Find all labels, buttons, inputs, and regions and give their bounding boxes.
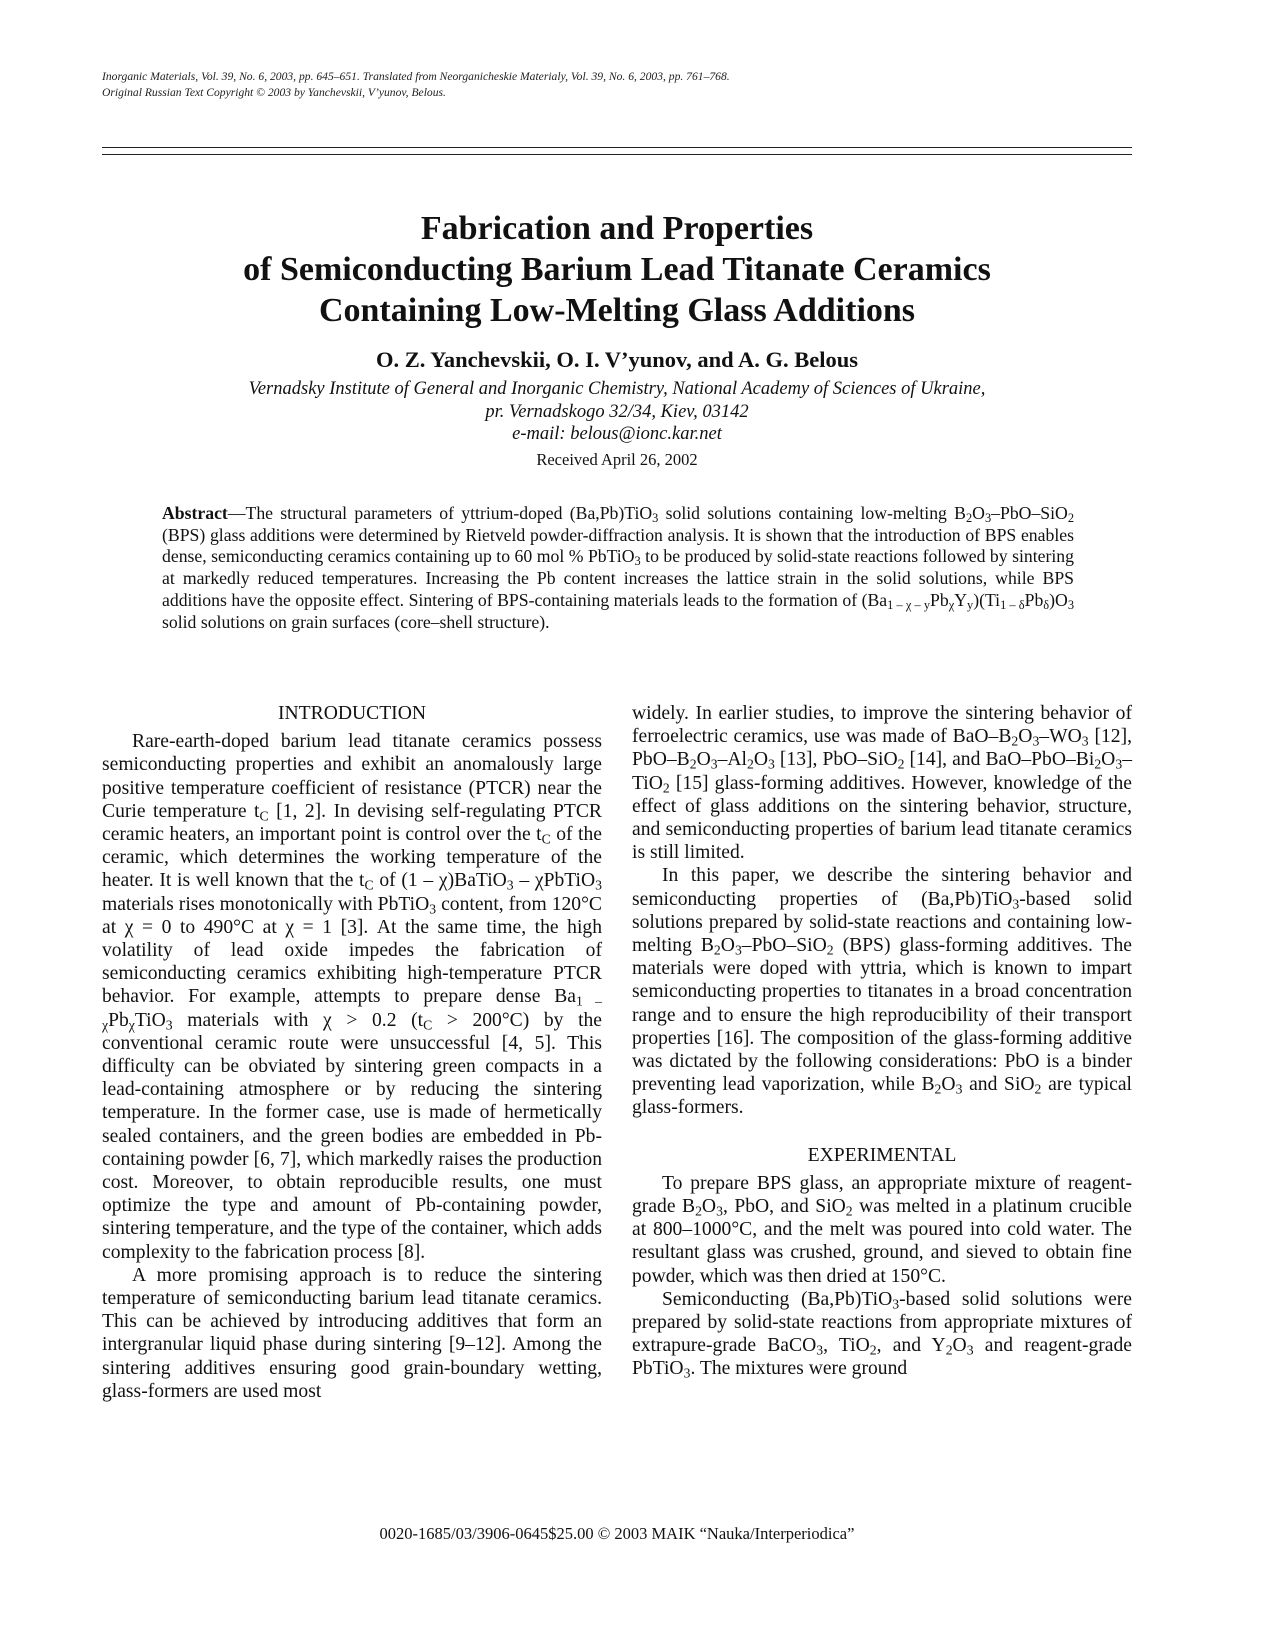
paragraph-text: TiO: [134, 1009, 166, 1031]
paragraph-text: O: [1018, 726, 1033, 748]
paragraph-text: -based solid solutions were prepared by solid-state reactions from appropriate mixtures of extrapure-grade BaCO: [632, 1288, 1132, 1357]
intro-paragraph-3: [632, 864, 1132, 1119]
paragraph-text: –PbO–SiO: [741, 935, 827, 957]
subscript: 2: [1094, 756, 1102, 772]
subscript: 3: [165, 1017, 173, 1033]
paragraph-text: – χPbTiO: [513, 870, 596, 892]
subscript: 3: [429, 901, 437, 917]
subscript: 3: [816, 1342, 824, 1358]
subscript: 3: [652, 511, 659, 526]
subscript: 2: [845, 1203, 853, 1219]
subscript: 2: [826, 942, 834, 958]
subscript: 2: [1067, 511, 1074, 526]
intro-paragraph-2: A more promising approach is to reduce the sintering temperature of semiconducting barium lead titanate ceramics. This can be achieved by introducing additives that form an intergranular liquid phase during sintering [9–12]. Among the sintering additives ensuring good grain-boundary wetting, glass-formers are used most: [102, 1264, 602, 1402]
paragraph-text: and SiO: [962, 1074, 1035, 1096]
paragraph-text: O: [952, 1335, 967, 1357]
header-rule-bottom: [102, 154, 1132, 155]
paragraph-text: materials with χ > 0.2 (t: [172, 1009, 424, 1031]
paragraph-text: of the ceramic, which determines the working temperature of the heater. It is well known that the t: [102, 824, 602, 892]
paragraph-text: content, from 120°C at χ = 0 to 490°C at χ = 1 [3]. At the same time, the high volatility of lead oxide impedes the fabrication of semiconducting ceramics exhibiting high-temperature PTCR behavior. For example, attempts to prepare dense Ba: [102, 893, 602, 1008]
abstract-text: Y: [954, 589, 967, 610]
paragraph-text: –TiO: [632, 749, 1132, 794]
title-line-1: Fabrication and Properties: [420, 210, 814, 247]
experimental-paragraph-2: [632, 1288, 1132, 1381]
subscript: 1 – χ: [102, 993, 602, 1033]
subscript: 3: [1067, 597, 1074, 612]
subscript: 3: [984, 511, 992, 526]
subscript: 2: [897, 756, 905, 772]
subscript: C: [364, 877, 374, 893]
paragraph-text: –Al: [717, 749, 747, 771]
paragraph-text: (BPS) glass-forming additives. The materials were doped with yttria, which is known to impart semiconducting properties to titanates in a broad concentration range and to ensure the high reproducibility of their transport properties [16]. The composition of the glass-forming additive was dictated by the following considerations: PbO is a binder preventing lead vaporization, while B: [632, 935, 1132, 1096]
experimental-paragraph-1: [632, 1172, 1132, 1288]
subscript: 3: [768, 756, 775, 772]
subscript: 2: [695, 1203, 702, 1219]
paragraph-text: –WO: [1039, 726, 1082, 748]
subscript: 2: [965, 511, 973, 526]
paragraph-text: , and Y: [876, 1335, 946, 1357]
intro-paragraph-1: [102, 730, 602, 1264]
subscript: 3: [1081, 733, 1089, 749]
subscript: 1 – χ – y: [887, 597, 931, 612]
paragraph-text: [13], PbO–SiO: [774, 749, 898, 771]
affiliation-institute: Vernadsky Institute of General and Inorganic Chemistry, National Academy of Sciences of Ukraine,: [248, 379, 986, 399]
abstract-text: )O: [1049, 589, 1068, 610]
header-rule-top: [102, 147, 1132, 148]
subscript: 3: [595, 877, 602, 893]
paragraph-text: and reagent-grade PbTiO: [632, 1335, 1132, 1380]
abstract-text: solid solutions on grain surfaces (core–shell structure).: [162, 611, 550, 632]
affiliation-address: pr. Vernadskogo 32/34, Kiev, 03142: [485, 401, 749, 422]
paragraph-text: was melted in a platinum crucible at 800–1000°C, and the melt was poured into cold water. The resultant glass was crushed, ground, and sieved to obtain fine powder, which was then dried at 150°C.: [632, 1196, 1132, 1287]
paragraph-text: . The mixtures were ground: [690, 1358, 908, 1380]
subscript: y: [967, 597, 974, 612]
abstract-text: Pb: [1024, 589, 1044, 610]
paragraph-text: , TiO: [823, 1335, 870, 1357]
subscript: 2: [934, 1081, 942, 1097]
journal-header: [102, 69, 1132, 100]
abstract-text: O: [972, 503, 985, 523]
paragraph-text: -based solid solutions prepared by solid-state reactions and containing low-melting B: [632, 888, 1132, 957]
received-date: Received April 26, 2002: [536, 450, 698, 469]
subscript: C: [259, 808, 269, 824]
subscript: 3: [1115, 756, 1123, 772]
paragraph-text: [15] glass-forming additives. However, knowledge of the effect of glass additions on the sintering behavior, structure, and semiconducting properties of barium lead titanate ceramics is still limited.: [632, 772, 1132, 864]
abstract-text: to be produced by solid-state reactions followed by sintering at markedly reduced temperatures. Increasing the Pb content increases the lattice strain in the solid solutions, while BPS additions have the opposite effect. Sintering of BPS-containing materials leads to the formation of (Ba: [162, 546, 1074, 610]
paragraph-text: To prepare BPS glass, an appropriate mixture of reagent-grade B: [632, 1172, 1132, 1218]
paragraph-text: O: [696, 749, 711, 771]
paragraph-text: are typical glass-formers.: [632, 1074, 1132, 1119]
subscript: 3: [1012, 896, 1020, 912]
abstract-text: (BPS) glass additions were determined by Rietveld powder-diffraction analysis. It is shown that the introduction of BPS enables dense, semiconducting ceramics containing up to 60 mol % PbTiO: [162, 524, 1074, 567]
subscript: 3: [966, 1342, 974, 1358]
header-copyright: Original Russian Text Copyright © 2003 by Yanchevskii, V’yunov, Belous.: [102, 85, 446, 99]
header-citation: Inorganic Materials, Vol. 39, No. 6, 2003, pp. 645–651. Translated from Neorganicheskie Materialy, Vol. 39, No. 6, 2003, pp. 761–768.: [102, 70, 730, 83]
paragraph-text: [14], and BaO–PbO–Bi: [904, 749, 1095, 771]
subscript: 2: [1034, 1081, 1042, 1097]
abstract: [162, 503, 1074, 633]
subscript: 2: [945, 1342, 953, 1358]
subscript: 2: [713, 942, 721, 958]
subscript: C: [423, 1017, 433, 1033]
abstract-text: –PbO–SiO: [991, 503, 1068, 523]
abstract-label: Abstract: [162, 503, 228, 523]
section-heading-introduction: INTRODUCTION: [277, 703, 427, 724]
subscript: 2: [689, 756, 697, 772]
title-line-3: Containing Low-Melting Glass Additions: [318, 292, 916, 329]
subscript: 2: [746, 756, 754, 772]
subscript: χ: [948, 597, 955, 612]
subscript: 2: [662, 780, 670, 796]
paragraph-text: O: [941, 1074, 956, 1096]
paragraph-text: widely. In earlier studies, to improve the sintering behavior of ferroelectric ceramics, use was made of BaO–B: [632, 703, 1132, 748]
paragraph-text: [1, 2]. In devising self-regulating PTCR ceramic heaters, an important point is control over the t: [102, 800, 602, 846]
paragraph-text: O: [753, 749, 768, 771]
right-column: [632, 702, 1132, 1381]
page-footer: 0020-1685/03/3906-0645$25.00 © 2003 MAIK “Nauka/Interperiodica”: [379, 1524, 855, 1543]
subscript: 3: [1032, 733, 1040, 749]
subscript: 2: [869, 1342, 877, 1358]
left-column: [102, 702, 602, 1403]
paragraph-text: Semiconducting (Ba,Pb)TiO: [662, 1288, 893, 1310]
abstract-text: solid solutions containing low-melting B: [658, 503, 966, 523]
paragraph-text: Pb: [108, 1009, 129, 1031]
paragraph-text: O: [720, 935, 735, 957]
subscript: 3: [892, 1296, 900, 1312]
subscript: 2: [1011, 733, 1019, 749]
subscript: 3: [506, 877, 514, 893]
paragraph-text: O: [1101, 749, 1116, 771]
paragraph-text: materials rises monotonically with PbTiO: [102, 893, 430, 915]
subscript: 3: [634, 554, 641, 569]
abstract-text: Pb: [930, 589, 949, 610]
paragraph-text: of (1 – χ)BaTiO: [373, 870, 507, 892]
paragraph-text: [12], PbO–B: [632, 726, 1132, 771]
subscript: 3: [734, 942, 742, 958]
subscript: C: [541, 831, 551, 847]
affiliation-email: e-mail: belous@ionc.kar.net: [512, 424, 722, 444]
subscript: δ: [1043, 597, 1050, 612]
paragraph-text: , PbO, and SiO: [722, 1196, 846, 1218]
section-heading-experimental: EXPERIMENTAL: [807, 1144, 957, 1166]
paragraph-text: Rare-earth-doped barium lead titanate ceramics possess semiconducting properties and exhibit an anomalously large positive temperature coefficient of resistance (PTCR) near the Curie temperature t: [102, 731, 602, 822]
subscript: χ: [128, 1017, 135, 1033]
paragraph-text: In this paper, we describe the sintering behavior and semiconducting properties of (Ba,Pb)TiO: [632, 865, 1132, 910]
subscript: 3: [683, 1365, 691, 1381]
intro-paragraph-2-continued: [632, 702, 1132, 864]
paper-title: [102, 208, 1132, 331]
abstract-text: )(Ti: [973, 589, 1001, 610]
authors: O. Z. Yanchevskii, O. I. V’yunov, and A. G. Belous: [375, 347, 858, 372]
subscript: 3: [710, 756, 718, 772]
paragraph-text: O: [701, 1196, 717, 1218]
title-line-2: of Semiconducting Barium Lead Titanate Ceramics: [243, 251, 991, 288]
paragraph-text: > 200°C) by the conventional ceramic route were unsuccessful [4, 5]. This difficulty can be obviated by sintering green compacts in a lead-containing atmosphere or by reducing the sintering temperature. In the former case, use is made of hermetically sealed containers, and the green bodies are embedded in Pb-containing powder [6, 7], which markedly raises the production cost. Moreover, to obtain reproducible results, one must optimize the type and amount of Pb-containing powder, sintering temperature, and the type of the container, which adds complexity to the fabrication process [8].: [102, 1009, 603, 1263]
affiliation: [102, 378, 1132, 446]
subscript: 1 – δ: [1000, 597, 1025, 612]
subscript: 3: [716, 1203, 723, 1219]
abstract-text: —The structural parameters of yttrium-doped (Ba,Pb)TiO: [227, 503, 653, 523]
subscript: 3: [955, 1081, 963, 1097]
